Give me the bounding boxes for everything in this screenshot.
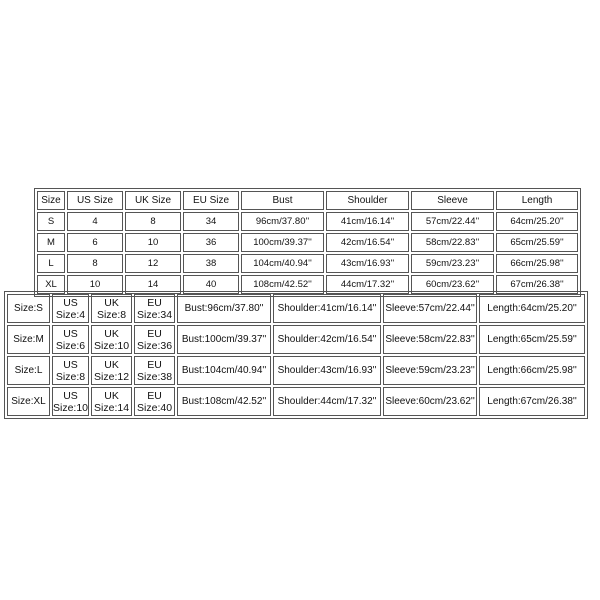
table-cell: 8 [125,212,181,231]
eu-size-cell: EU Size:34 [134,294,175,323]
shoulder-cell: Shoulder:44cm/17.32'' [273,387,381,416]
table-cell: L [37,254,65,273]
table-cell: 43cm/16.93'' [326,254,409,273]
us-size-cell: US Size:8 [52,356,89,385]
table-cell: 100cm/39.37'' [241,233,324,252]
bust-cell: Bust:100cm/39.37'' [177,325,271,354]
us-size-cell: US Size:6 [52,325,89,354]
table-cell: 34 [183,212,239,231]
table-row [37,233,578,252]
table-cell: S [37,212,65,231]
length-cell: Length:64cm/25.20'' [479,294,585,323]
column-header: Shoulder [326,191,409,210]
length-cell: Length:65cm/25.59'' [479,325,585,354]
table-cell: M [37,233,65,252]
table-cell: 65cm/25.59'' [496,233,578,252]
shoulder-cell: Shoulder:41cm/16.14'' [273,294,381,323]
bust-cell: Bust:96cm/37.80'' [177,294,271,323]
table-cell: 41cm/16.14'' [326,212,409,231]
length-cell: Length:67cm/26.38'' [479,387,585,416]
column-header: Size [37,191,65,210]
table-cell: 10 [125,233,181,252]
us-size-cell: US Size:4 [52,294,89,323]
uk-size-cell: UK Size:14 [91,387,132,416]
size-chart-table-labeled [4,291,588,419]
size-chart-table-compact [34,188,581,297]
table-cell: 12 [125,254,181,273]
eu-size-cell: EU Size:40 [134,387,175,416]
size-cell: Size:L [7,356,50,385]
sleeve-cell: Sleeve:58cm/22.83'' [383,325,477,354]
table-cell: 58cm/22.83'' [411,233,494,252]
table-cell: 36 [183,233,239,252]
table-cell: 6 [67,233,123,252]
table-cell: 57cm/22.44'' [411,212,494,231]
uk-size-cell: UK Size:12 [91,356,132,385]
table-cell: 108cm/42.52'' [241,275,324,294]
column-header: Bust [241,191,324,210]
table-row [7,294,585,323]
uk-size-cell: UK Size:8 [91,294,132,323]
uk-size-cell: UK Size:10 [91,325,132,354]
column-header: Length [496,191,578,210]
table-cell: 60cm/23.62'' [411,275,494,294]
table-cell: 66cm/25.98'' [496,254,578,273]
size-cell: Size:M [7,325,50,354]
size-cell: Size:S [7,294,50,323]
table-cell: 8 [67,254,123,273]
us-size-cell: US Size:10 [52,387,89,416]
size-cell: Size:XL [7,387,50,416]
column-header: UK Size [125,191,181,210]
shoulder-cell: Shoulder:42cm/16.54'' [273,325,381,354]
eu-size-cell: EU Size:38 [134,356,175,385]
table-cell: 59cm/23.23'' [411,254,494,273]
table-cell: 4 [67,212,123,231]
sleeve-cell: Sleeve:57cm/22.44'' [383,294,477,323]
table-row [7,325,585,354]
shoulder-cell: Shoulder:43cm/16.93'' [273,356,381,385]
table-cell: 104cm/40.94'' [241,254,324,273]
table-cell: 10 [67,275,123,294]
table-row [37,254,578,273]
table-cell: 96cm/37.80'' [241,212,324,231]
table-cell: 64cm/25.20'' [496,212,578,231]
column-header: EU Size [183,191,239,210]
sleeve-cell: Sleeve:60cm/23.62'' [383,387,477,416]
length-cell: Length:66cm/25.98'' [479,356,585,385]
table-row [7,356,585,385]
column-header: US Size [67,191,123,210]
column-header: Sleeve [411,191,494,210]
table-cell: 40 [183,275,239,294]
table-cell: 14 [125,275,181,294]
table-cell: 38 [183,254,239,273]
bust-cell: Bust:108cm/42.52'' [177,387,271,416]
table-cell: XL [37,275,65,294]
eu-size-cell: EU Size:36 [134,325,175,354]
table-row [37,212,578,231]
table-cell: 42cm/16.54'' [326,233,409,252]
sleeve-cell: Sleeve:59cm/23.23'' [383,356,477,385]
table-row [7,387,585,416]
table-cell: 67cm/26.38'' [496,275,578,294]
table-header-row [37,191,578,210]
table-cell: 44cm/17.32'' [326,275,409,294]
bust-cell: Bust:104cm/40.94'' [177,356,271,385]
